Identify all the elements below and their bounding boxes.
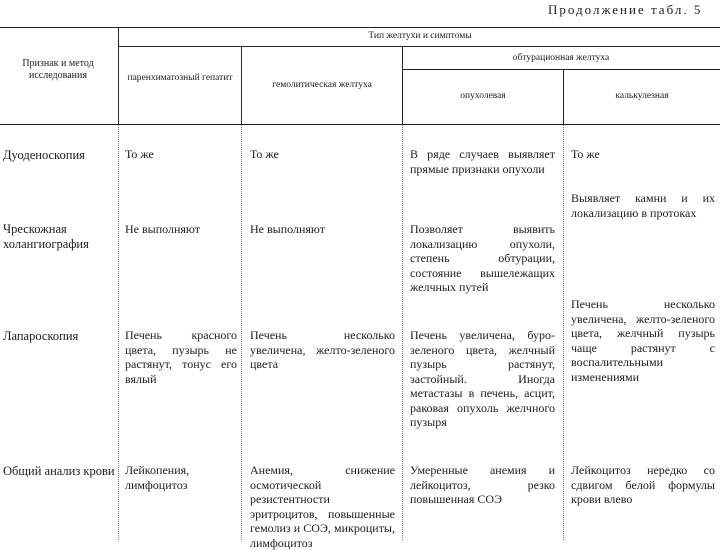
- cell-duodenoscopy-tumor: В ряде случаев выявляет прямые признаки опухоли: [410, 147, 555, 176]
- cell-blood-parenchymal: Лейкопения, лимфоцитоз: [125, 463, 190, 492]
- header-obstructive-group: обтурационная желтуха: [512, 53, 610, 63]
- cell-cholangiography-hemolytic: Не выполняют: [250, 222, 325, 236]
- cell-cholangiography-tumor: Позволяет выявить локализацию опухоли, степень обтурации, состояние вышележащих желчных путей: [410, 222, 555, 294]
- group-rule: [118, 46, 720, 47]
- header-parenchymal: паренхиматозный гепатит: [127, 73, 233, 83]
- cell-blood-hemolytic: Анемия, снижение осмотической резистентности эритроцитов, повышенные гемолиз и СОЭ, микроциты, лимфоцитоз: [250, 463, 395, 550]
- body-divider-1: [118, 125, 119, 540]
- cell-blood-calculous: Лейкоцитоз нередко со сдвигом белой формулы крови влево: [571, 463, 715, 506]
- col-divider-3: [402, 46, 403, 125]
- cell-laparoscopy-hemolytic: Печень несколько увеличена, желто-зеленого цвета: [250, 328, 395, 371]
- cell-laparoscopy-calculous: Печень несколько увеличена, желто-зеленого цвета, желчный пузырь чаще растянут с воспалительными изменениями: [571, 297, 715, 384]
- header-group-title: Тип желтухи и симптомы: [368, 31, 472, 41]
- header-hemolytic: гемолитическая желтуха: [272, 80, 372, 90]
- col-divider-1: [118, 27, 119, 125]
- cell-blood-tumor: Умеренные анемия и лейкоцитоз, резко повышенная СОЭ: [410, 463, 555, 506]
- obstructive-rule: [402, 69, 720, 70]
- body-divider-3: [402, 125, 403, 540]
- row-label-blood-test: Общий анализ крови: [3, 464, 115, 478]
- cell-cholangiography-calculous: Выявляет камни и их локализацию в протоках: [571, 191, 715, 220]
- cell-duodenoscopy-hemolytic: То же: [250, 147, 279, 161]
- col-divider-2: [241, 46, 242, 125]
- row-label-cholangiography: Чрескожная холангиография: [3, 222, 89, 251]
- header-tumor: опухолевая: [460, 91, 506, 101]
- cell-duodenoscopy-calculous: То же: [571, 147, 600, 161]
- cell-cholangiography-parenchymal: Не выполняют: [125, 222, 200, 236]
- body-divider-4: [563, 125, 564, 540]
- header-feature-method: Признак и метод исследования: [22, 58, 94, 81]
- cell-laparoscopy-tumor: Печень увеличена, буро-зеленого цвета, желчный пузырь растянут, застойный. Иногда метастазы в печень, асцит, раковая опухоль желчного пузыря: [410, 328, 555, 429]
- row-label-duodenoscopy: Дуоденоскопия: [3, 148, 85, 162]
- cell-laparoscopy-parenchymal: Печень красного цвета, пузырь не растянут, тонус его вялый: [125, 328, 237, 386]
- table-top-rule: [0, 27, 720, 28]
- row-label-laparoscopy: Лапароскопия: [3, 329, 79, 343]
- header-bottom-rule: [0, 124, 720, 125]
- cell-duodenoscopy-parenchymal: То же: [125, 147, 154, 161]
- body-divider-2: [241, 125, 242, 540]
- col-divider-4: [563, 69, 564, 125]
- header-calculous: калькулезная: [615, 91, 669, 101]
- continuation-label: Продолжение табл. 5: [548, 2, 703, 17]
